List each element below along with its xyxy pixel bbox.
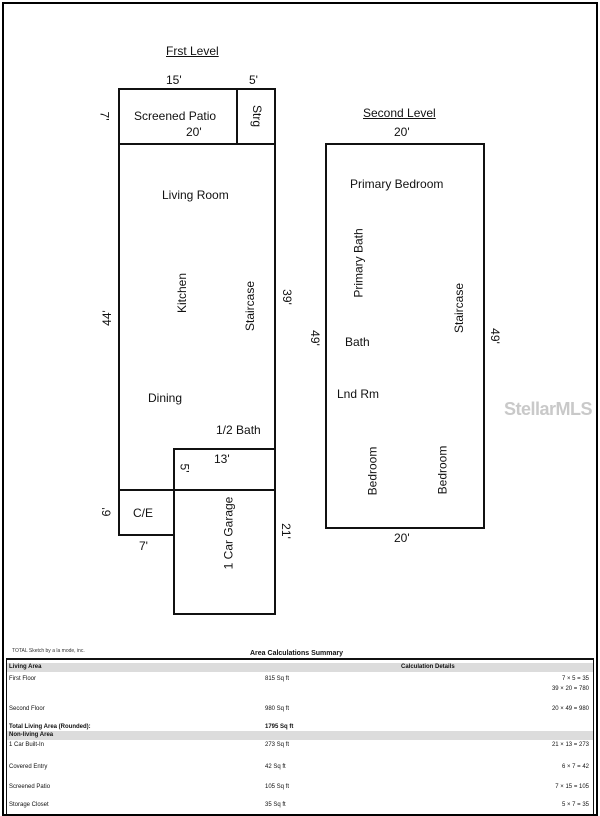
row-first-floor-name: First Floor bbox=[9, 676, 36, 682]
dim-second-bottom-width: 20' bbox=[394, 531, 410, 545]
label-bedroom-1: Bedroom bbox=[365, 446, 380, 496]
dim-patio-width: 15' bbox=[166, 73, 182, 87]
sketch-credit: TOTAL Sketch by a la mode, inc. bbox=[12, 648, 85, 654]
total-living-label: Total Living Area (Rounded): bbox=[9, 724, 91, 730]
dim-left-height: 44' bbox=[99, 310, 114, 326]
dim-upper-width: 20' bbox=[186, 125, 202, 139]
label-laundry: Lnd Rm bbox=[337, 387, 380, 401]
watermark: StellarMLS bbox=[504, 399, 593, 419]
label-staircase-second: Staircase bbox=[452, 282, 467, 334]
row-second-floor-name: Second Floor bbox=[9, 706, 45, 712]
dim-ce-height: 6' bbox=[99, 507, 114, 517]
row-storage-closet-calc: 5 × 7 = 35 bbox=[561, 802, 589, 808]
row-covered-entry-area: 42 Sq ft bbox=[265, 764, 286, 770]
row-covered-entry-calc: 6 × 7 = 42 bbox=[561, 764, 589, 770]
second-level-title: Second Level bbox=[363, 106, 436, 120]
label-living-room: Living Room bbox=[162, 188, 229, 202]
label-half-bath: 1/2 Bath bbox=[216, 423, 261, 437]
dim-patio-depth: 7' bbox=[97, 111, 112, 121]
area-summary-table bbox=[6, 658, 594, 814]
label-bath: Bath bbox=[345, 335, 370, 349]
row-first-floor-calc-2: 39 × 20 = 780 bbox=[551, 686, 589, 692]
dim-ce-width: 7' bbox=[139, 539, 148, 553]
non-living-header-row bbox=[7, 731, 593, 740]
label-covered-entry: C/E bbox=[133, 506, 154, 520]
total-living-value: 1795 Sq ft bbox=[265, 724, 294, 730]
row-covered-entry-name: Covered Entry bbox=[9, 764, 48, 770]
row-garage-name: 1 Car Built-In bbox=[9, 742, 45, 748]
row-screened-patio-calc: 7 × 15 = 105 bbox=[555, 784, 589, 790]
summary-title: Area Calculations Summary bbox=[250, 650, 343, 657]
living-area-header: Living Area bbox=[9, 664, 42, 670]
label-staircase-first: Staircase bbox=[243, 280, 258, 332]
dim-garage-height: 21' bbox=[278, 523, 293, 539]
label-primary-bedroom: Primary Bedroom bbox=[350, 177, 444, 191]
row-screened-patio-area: 105 Sq ft bbox=[265, 784, 290, 790]
living-area-header-row bbox=[7, 663, 593, 672]
row-first-floor-calc-1: 7 × 5 = 35 bbox=[561, 676, 589, 682]
label-screened-patio: Screened Patio bbox=[134, 109, 217, 123]
dim-second-left-height: 49' bbox=[307, 330, 322, 346]
row-second-floor-calc: 20 × 49 = 980 bbox=[551, 706, 589, 712]
row-screened-patio-name: Screened Patio bbox=[9, 784, 51, 790]
label-bedroom-2: Bedroom bbox=[435, 445, 450, 495]
label-dining: Dining bbox=[148, 391, 183, 405]
label-kitchen: Kitchen bbox=[175, 272, 190, 314]
label-storage: Strg bbox=[250, 104, 265, 128]
calc-details-header: Calculation Details bbox=[401, 664, 455, 670]
non-living-header: Non-living Area bbox=[9, 732, 54, 738]
dim-storage-width: 5' bbox=[249, 73, 258, 87]
row-storage-closet-name: Storage Closet bbox=[9, 802, 49, 808]
dim-garage-notch: 5' bbox=[177, 463, 192, 473]
row-garage-calc: 21 × 13 = 273 bbox=[551, 742, 589, 748]
row-second-floor-area: 980 Sq ft bbox=[265, 706, 290, 712]
row-first-floor-area: 815 Sq ft bbox=[265, 676, 290, 682]
label-garage: 1 Car Garage bbox=[221, 496, 236, 570]
row-garage-area: 273 Sq ft bbox=[265, 742, 290, 748]
label-primary-bath: Primary Bath bbox=[351, 228, 366, 298]
dim-garage-width: 13' bbox=[214, 452, 230, 466]
row-storage-closet-area: 35 Sq ft bbox=[265, 802, 286, 808]
dim-second-right-height: 49' bbox=[487, 328, 502, 344]
dim-second-top-width: 20' bbox=[394, 125, 410, 139]
first-level-title: Frst Level bbox=[166, 44, 219, 58]
dim-right-height: 39' bbox=[279, 289, 294, 305]
